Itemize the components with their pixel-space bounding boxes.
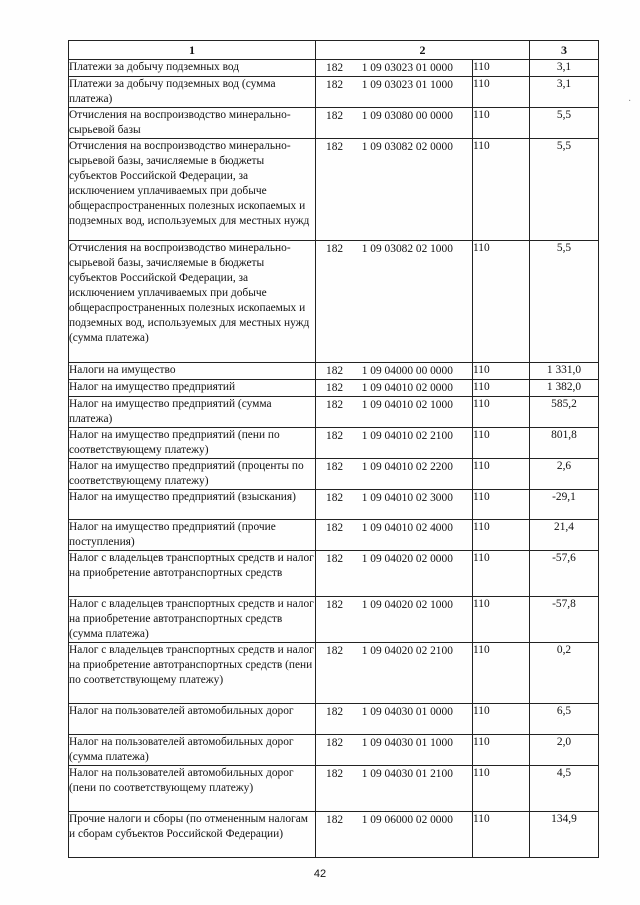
row-classification xyxy=(316,139,473,241)
row-value: -57,8 xyxy=(530,597,599,643)
row-value: 1 331,0 xyxy=(530,363,599,380)
row-classification xyxy=(316,520,473,551)
row-name: Налог на имущество предприятий xyxy=(69,380,316,397)
row-admin-code: 182 xyxy=(326,382,344,394)
row-value: 2,6 xyxy=(530,459,599,490)
table-row xyxy=(69,520,599,551)
row-name: Платежи за добычу подземных вод xyxy=(69,60,316,77)
row-kosgu-code: 110 xyxy=(473,704,530,735)
row-kosgu-code: 110 xyxy=(473,597,530,643)
row-kosgu-code: 110 xyxy=(473,766,530,812)
row-name: Прочие налоги и сборы (по отмененным налогам и сборам субъектов Российской Федерации) xyxy=(69,812,316,858)
row-admin-code: 182 xyxy=(326,399,344,411)
table-header-row xyxy=(69,41,599,60)
row-kosgu-code: 110 xyxy=(473,77,530,108)
row-kosgu-code: 110 xyxy=(473,520,530,551)
row-kosgu-code: 110 xyxy=(473,241,530,363)
table-row xyxy=(69,766,599,812)
row-admin-code: 182 xyxy=(326,553,344,565)
row-admin-code: 182 xyxy=(326,62,344,74)
row-admin-code: 182 xyxy=(326,768,344,780)
row-kosgu-code: 110 xyxy=(473,812,530,858)
table-row xyxy=(69,490,599,520)
row-kosgu-code: 110 xyxy=(473,643,530,704)
row-budget-code: 1 09 04030 01 2100 xyxy=(361,768,453,780)
table-row xyxy=(69,108,599,139)
row-name: Налоги на имущество xyxy=(69,363,316,380)
row-admin-code: 182 xyxy=(326,814,344,826)
row-classification xyxy=(316,77,473,108)
row-kosgu-code: 110 xyxy=(473,397,530,428)
row-kosgu-code: 110 xyxy=(473,139,530,241)
table-row xyxy=(69,60,599,77)
table-row xyxy=(69,812,599,858)
row-value: -29,1 xyxy=(530,490,599,520)
row-classification xyxy=(316,704,473,735)
row-kosgu-code: 110 xyxy=(473,60,530,77)
row-name: Налог с владельцев транспортных средств и налог на приобретение автотранспортных средств (сумма платежа) xyxy=(69,597,316,643)
row-value: 3,1 xyxy=(530,77,599,108)
row-budget-code: 1 09 04010 02 2100 xyxy=(361,430,453,442)
table-row xyxy=(69,551,599,597)
row-value: 5,5 xyxy=(530,139,599,241)
row-kosgu-code: 110 xyxy=(473,380,530,397)
table-row xyxy=(69,380,599,397)
row-name: Отчисления на воспроизводство минерально-сырьевой базы xyxy=(69,108,316,139)
row-budget-code: 1 09 04030 01 1000 xyxy=(361,737,453,749)
row-value: 3,1 xyxy=(530,60,599,77)
row-kosgu-code: 110 xyxy=(473,428,530,459)
row-budget-code: 1 09 04020 02 0000 xyxy=(361,553,453,565)
row-kosgu-code: 110 xyxy=(473,459,530,490)
row-budget-code: 1 09 04010 02 0000 xyxy=(361,382,453,394)
table-row xyxy=(69,428,599,459)
row-kosgu-code: 110 xyxy=(473,108,530,139)
row-classification xyxy=(316,766,473,812)
row-classification xyxy=(316,428,473,459)
row-name: Налог на пользователей автомобильных дорог xyxy=(69,704,316,735)
row-classification xyxy=(316,490,473,520)
row-name: Налог на имущество предприятий (проценты по соответствующему платежу) xyxy=(69,459,316,490)
row-value: 134,9 xyxy=(530,812,599,858)
table-row xyxy=(69,597,599,643)
row-name: Налог с владельцев транспортных средств и налог на приобретение автотранспортных средств (пени по соответствующему платежу) xyxy=(69,643,316,704)
row-name: Налог на имущество предприятий (прочие поступления) xyxy=(69,520,316,551)
row-name: Налог на пользователей автомобильных дорог (сумма платежа) xyxy=(69,735,316,766)
row-budget-code: 1 09 03082 02 1000 xyxy=(361,243,453,255)
row-budget-code: 1 09 04010 02 3000 xyxy=(361,492,453,504)
row-admin-code: 182 xyxy=(326,141,344,153)
row-budget-code: 1 09 04020 02 1000 xyxy=(361,599,453,611)
row-classification xyxy=(316,597,473,643)
row-value: 0,2 xyxy=(530,643,599,704)
table-row xyxy=(69,735,599,766)
row-budget-code: 1 09 04020 02 2100 xyxy=(361,645,453,657)
row-budget-code: 1 09 03080 00 0000 xyxy=(361,110,453,122)
table-row xyxy=(69,241,599,363)
row-value: 21,4 xyxy=(530,520,599,551)
row-admin-code: 182 xyxy=(326,737,344,749)
table-row xyxy=(69,363,599,380)
row-name: Отчисления на воспроизводство минерально-сырьевой базы, зачисляемые в бюджеты субъектов Российской Федерации, за исключением уплачиваемых при добыче общераспространенных полезных ископаемых и подземных вод, используемых для местных нужд (сумма платежа) xyxy=(69,241,316,363)
row-budget-code: 1 09 04010 02 1000 xyxy=(361,399,453,411)
row-admin-code: 182 xyxy=(326,79,344,91)
row-value: -57,6 xyxy=(530,551,599,597)
row-value: 5,5 xyxy=(530,241,599,363)
row-name: Налог на имущество предприятий (сумма платежа) xyxy=(69,397,316,428)
row-budget-code: 1 09 06000 02 0000 xyxy=(361,814,453,826)
row-admin-code: 182 xyxy=(326,430,344,442)
table-row xyxy=(69,139,599,241)
margin-mark: · xyxy=(628,96,632,107)
row-budget-code: 1 09 03082 02 0000 xyxy=(361,141,453,153)
row-value: 4,5 xyxy=(530,766,599,812)
row-budget-code: 1 09 04030 01 0000 xyxy=(361,706,453,718)
row-classification xyxy=(316,397,473,428)
page-number: 42 xyxy=(313,868,327,880)
row-admin-code: 182 xyxy=(326,522,344,534)
row-name: Налог на имущество предприятий (пени по соответствующему платежу) xyxy=(69,428,316,459)
header-col-1: 1 xyxy=(69,41,316,60)
row-budget-code: 1 09 03023 01 1000 xyxy=(361,79,453,91)
row-classification xyxy=(316,812,473,858)
row-value: 801,8 xyxy=(530,428,599,459)
row-kosgu-code: 110 xyxy=(473,551,530,597)
row-value: 5,5 xyxy=(530,108,599,139)
row-admin-code: 182 xyxy=(326,243,344,255)
row-budget-code: 1 09 04010 02 2200 xyxy=(361,461,453,473)
row-budget-code: 1 09 04010 02 4000 xyxy=(361,522,453,534)
row-admin-code: 182 xyxy=(326,365,344,377)
row-kosgu-code: 110 xyxy=(473,363,530,380)
row-budget-code: 1 09 04000 00 0000 xyxy=(361,365,453,377)
row-value: 585,2 xyxy=(530,397,599,428)
row-classification xyxy=(316,363,473,380)
table-row xyxy=(69,643,599,704)
row-name: Платежи за добычу подземных вод (сумма платежа) xyxy=(69,77,316,108)
row-value: 1 382,0 xyxy=(530,380,599,397)
table-row xyxy=(69,77,599,108)
table-row xyxy=(69,459,599,490)
row-admin-code: 182 xyxy=(326,706,344,718)
revenue-table xyxy=(68,40,599,858)
row-classification xyxy=(316,735,473,766)
row-classification xyxy=(316,551,473,597)
header-col-2: 2 xyxy=(316,41,530,60)
table-row xyxy=(69,397,599,428)
row-classification xyxy=(316,643,473,704)
row-name: Налог на имущество предприятий (взыскания) xyxy=(69,490,316,520)
row-admin-code: 182 xyxy=(326,110,344,122)
row-value: 6,5 xyxy=(530,704,599,735)
row-name: Налог с владельцев транспортных средств и налог на приобретение автотранспортных средств xyxy=(69,551,316,597)
row-admin-code: 182 xyxy=(326,492,344,504)
row-admin-code: 182 xyxy=(326,461,344,473)
row-name: Отчисления на воспроизводство минерально-сырьевой базы, зачисляемые в бюджеты субъектов Российской Федерации, за исключением уплачиваемых при добыче общераспространенных полезных ископаемых и подземных вод, используемых для местных нужд xyxy=(69,139,316,241)
row-classification xyxy=(316,108,473,139)
row-classification xyxy=(316,60,473,77)
row-admin-code: 182 xyxy=(326,645,344,657)
row-value: 2,0 xyxy=(530,735,599,766)
row-name: Налог на пользователей автомобильных дорог (пени по соответствующему платежу) xyxy=(69,766,316,812)
header-col-3: 3 xyxy=(530,41,599,60)
row-classification xyxy=(316,380,473,397)
row-classification xyxy=(316,459,473,490)
row-admin-code: 182 xyxy=(326,599,344,611)
row-kosgu-code: 110 xyxy=(473,735,530,766)
row-classification xyxy=(316,241,473,363)
table-row xyxy=(69,704,599,735)
row-kosgu-code: 110 xyxy=(473,490,530,520)
row-budget-code: 1 09 03023 01 0000 xyxy=(361,62,453,74)
